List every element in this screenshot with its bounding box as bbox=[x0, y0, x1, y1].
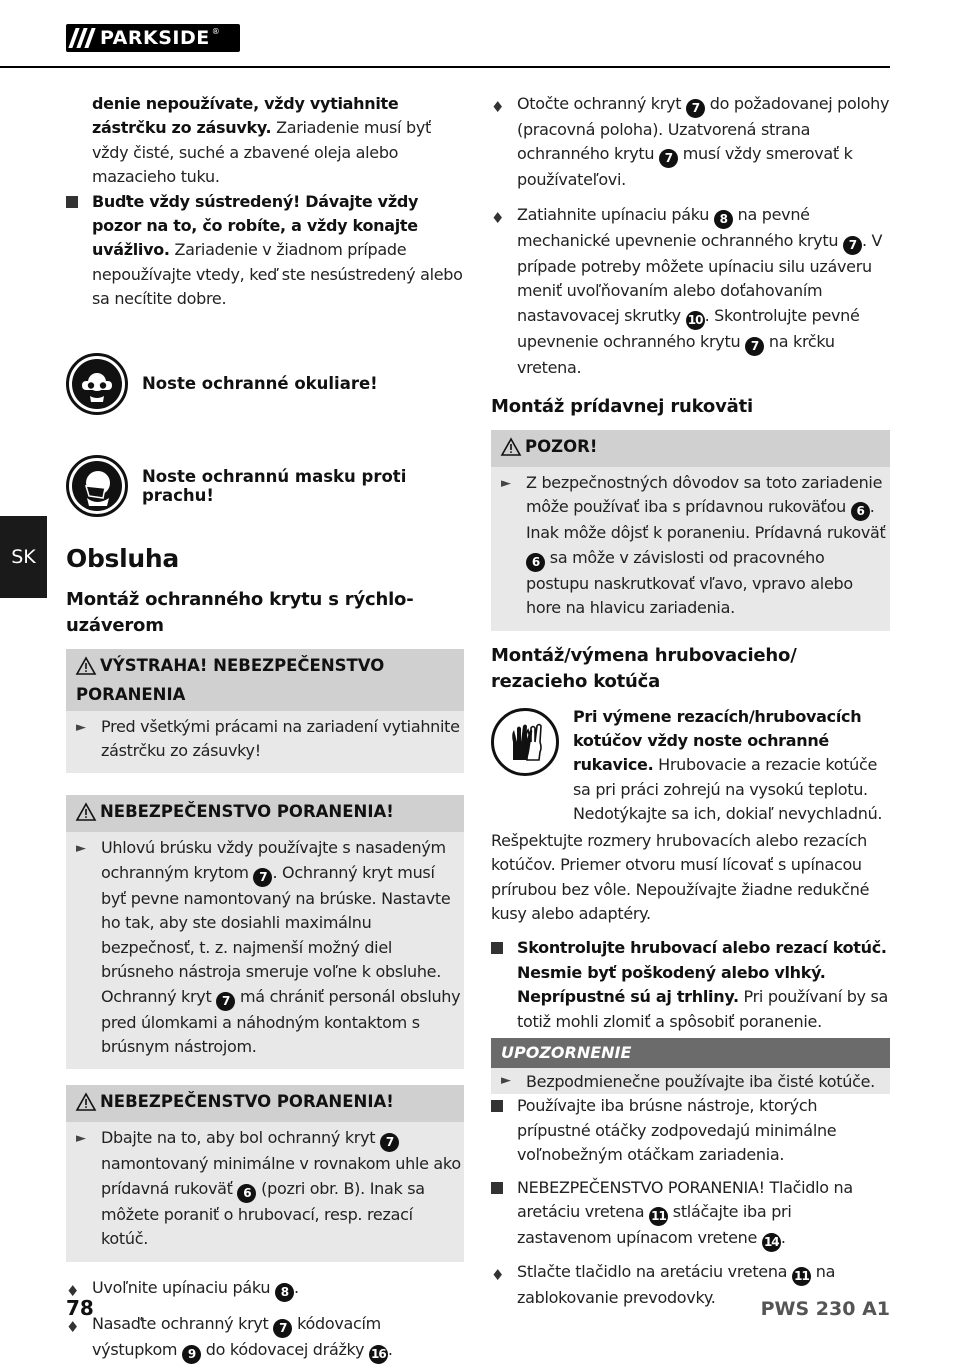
ref-number: 8 bbox=[714, 210, 733, 229]
left-paragraph-1: denie nepoužívate, vždy vytiahnite zástrčku zo zásuvky. Zariadenie musí byť vždy čisté, suché a zbavené oleja alebo mazacieho tuku. bbox=[92, 94, 431, 187]
warning-triangle-icon bbox=[76, 803, 96, 828]
ref-number: 9 bbox=[182, 1345, 201, 1364]
ref-number: 7 bbox=[659, 149, 678, 168]
warning-box-1 bbox=[66, 649, 464, 774]
left-bullet-1: Buďte vždy sústredený! Dávajte vždy pozor na to, čo robíte, a vždy konajte uvážlivo. Zariadenie v žiadnom prípade nepoužívajte vtedy, keď ste nesústredený alebo sa necítite dobre. bbox=[66, 190, 464, 312]
goggles-notice-label: Noste ochranné okuliare! bbox=[142, 374, 378, 394]
goggles-notice bbox=[66, 352, 464, 416]
gloves-notice-text: Pri výmene rezacích/hrubovacích kotúčov vždy noste ochranné rukavice. Hrubovacie a rezacie kotúče sa pri práci zohrejú na vysokú teplotu. Nedotýkajte sa ich, dokiaľ nevychladnú. bbox=[573, 706, 883, 824]
ref-number: 7 bbox=[686, 99, 705, 118]
language-tab-label: SK bbox=[11, 546, 36, 568]
warning-box-2-text: ► Uhlovú brúsku vždy používajte s nasadeným ochranným krytom 7 . Ochranný kryt musí byť pevne namontovaný na brúske. Nastavte ho tak, aby ste dosiahli maximálnu bezpečnosť, t. z. najmenší možný diel brúsneho nástroja smeruje voľne k obsluhe. Ochranný kryt 7 má chrániť personál obsluhy pred úlomkami a náhodným kontaktom s brúsnym nástrojom. bbox=[76, 838, 461, 1056]
safety-goggles-icon bbox=[66, 353, 128, 415]
step-tighten-lever: ♦ Zatiahnite upínaciu páku 8 na pevné mechanické upevnenie ochranného krytu 7 . V prípade potreby môžete upínaciu silu uzáveru meniť uvoľňovaním alebo doťahovaním nastavovacej skrutky 10 . Skontrolujte pevné upevnenie ochranného krytu 7 na krčku vretena. bbox=[491, 204, 883, 377]
disc-dimensions-paragraph: Rešpektujte rozmery hrubovacích alebo rezacích kotúčov. Priemer otvoru musí lícovať s upínacou prírubou bez vôle. Nepoužívajte žiadne redukčné kusy alebo adaptéry. bbox=[491, 830, 870, 923]
ref-number: 6 bbox=[851, 502, 870, 521]
ref-number: 10 bbox=[686, 311, 705, 330]
spindle-lock-bullet: NEBEZPEČENSTVO PORANENIA! Tlačidlo na aretáciu vretena 11 stláčajte iba pri zastavenom upínacom vretene 14 . bbox=[491, 1176, 890, 1252]
caution-box-title: POZOR! bbox=[491, 430, 890, 467]
ref-number: 7 bbox=[253, 868, 272, 887]
warning-triangle-icon bbox=[501, 438, 521, 463]
dust-mask-notice bbox=[66, 454, 464, 518]
page-number: 78 bbox=[66, 1296, 94, 1320]
ref-number: 7 bbox=[380, 1133, 399, 1152]
left-column bbox=[66, 92, 464, 1364]
heading-aux-handle: Montáž prídavnej rukoväti bbox=[491, 396, 753, 418]
header-rule bbox=[0, 66, 890, 68]
caution-box-text: ► Z bezpečnostných dôvodov sa toto zariadenie môže používať iba s prídavnou rukoväťou 6 . Inak môže dôjsť k poraneniu. Prídavná rukoväť 6 sa môže v závislosti od pracovného postupu naskrutkovať vľavo, vpravo alebo hore na hlavicu zariadenia. bbox=[501, 473, 886, 618]
gloves-notice bbox=[491, 705, 890, 827]
note-box-title: UPOZORNENIE bbox=[491, 1038, 890, 1068]
step-release-lever: ♦ Uvoľnite upínaciu páku 8 . bbox=[66, 1277, 299, 1300]
step-attach-guard: ♦ Nasaďte ochranný kryt 7 kódovacím výstupkom 9 do kódovacej drážky 16 . bbox=[66, 1312, 464, 1364]
warning-box-3-text: ► Dbajte na to, aby bol ochranný kryt 7 namontovaný minimálne v rovnakom uhle ako prídavná rukoväť 6 (pozri obr. B). Inak sa môžete poraniť o hrubovací, resp. rezací kotúč. bbox=[76, 1128, 461, 1249]
section-title: Obsluha bbox=[66, 543, 179, 573]
ref-number: 7 bbox=[745, 337, 764, 356]
step-press-lock: ♦ Stlačte tlačidlo na aretáciu vretena 11 na zablokovanie prevodovky. bbox=[491, 1261, 836, 1307]
ref-number: 7 bbox=[216, 992, 235, 1011]
dust-mask-notice-label: Noste ochrannú masku proti prachu! bbox=[142, 466, 407, 505]
model-name: PWS 230 A1 bbox=[760, 1298, 890, 1320]
logo-stripes bbox=[72, 28, 96, 48]
ref-number: 11 bbox=[792, 1267, 811, 1286]
language-tab bbox=[0, 516, 47, 598]
ref-number: 8 bbox=[275, 1283, 294, 1302]
heading-disc-change: Montáž/výmena hrubovacieho/ rezacieho kotúča bbox=[491, 644, 797, 692]
warning-triangle-icon bbox=[76, 657, 96, 682]
note-box-text: ► Bezpodmienečne používajte iba čisté kotúče. bbox=[501, 1071, 875, 1091]
ref-number: 11 bbox=[649, 1207, 668, 1226]
subheading-guard: Montáž ochranného krytu s rýchlo-uzáverom bbox=[66, 588, 414, 636]
warning-box-1-title: VÝSTRAHA! NEBEZPEČENSTVO PORANENIA bbox=[66, 649, 464, 711]
check-disc-bullet: Skontrolujte hrubovací alebo rezací kotúč. Nesmie byť poškodený alebo vlhký. Neprípustné sú aj trhliny. Pri používaní by sa totiž mohli zlomiť a spôsobiť poranenie. bbox=[491, 936, 890, 1034]
caution-box bbox=[491, 430, 890, 631]
warning-triangle-icon bbox=[76, 1093, 96, 1118]
protective-gloves-icon bbox=[491, 708, 559, 776]
ref-number: 7 bbox=[273, 1319, 292, 1338]
tools-speed-bullet: Používajte iba brúsne nástroje, ktorých prípustné otáčky zodpovedajú minimálne voľnobežným otáčkam zariadenia. bbox=[491, 1094, 890, 1167]
ref-number: 6 bbox=[237, 1184, 256, 1203]
logo-registered: ® bbox=[211, 27, 220, 36]
step-rotate-guard: ♦ Otočte ochranný kryt 7 do požadovanej polohy (pracovná poloha). Uzatvorená strana ochranného krytu 7 musí vždy smerovať k používateľovi. bbox=[491, 94, 890, 190]
warning-box-2-title: NEBEZPEČENSTVO PORANENIA! bbox=[66, 795, 464, 832]
parkside-logo bbox=[66, 24, 240, 52]
warning-box-3 bbox=[66, 1085, 464, 1261]
warning-box-3-title: NEBEZPEČENSTVO PORANENIA! bbox=[66, 1085, 464, 1122]
dust-mask-icon bbox=[66, 455, 128, 517]
ref-number: 7 bbox=[843, 236, 862, 255]
ref-number: 14 bbox=[762, 1233, 781, 1252]
ref-number: 16 bbox=[369, 1345, 388, 1364]
right-column bbox=[491, 92, 890, 1310]
warning-box-1-text: ► Pred všetkými prácami na zariadení vytiahnite zástrčku zo zásuvky! bbox=[76, 716, 460, 761]
note-box bbox=[491, 1038, 890, 1094]
logo-text: PARKSIDE bbox=[100, 27, 210, 49]
ref-number: 6 bbox=[526, 553, 545, 572]
warning-box-2 bbox=[66, 795, 464, 1069]
